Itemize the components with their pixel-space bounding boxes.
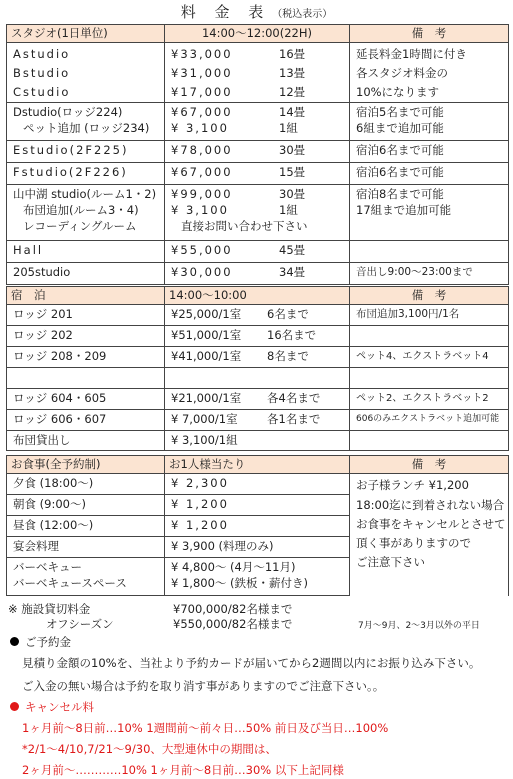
studio-note-sub: 17組まで追加可能 bbox=[356, 203, 452, 217]
lodging-note: ペット4、エクストラベット4 bbox=[356, 351, 489, 362]
lodging-table bbox=[6, 286, 509, 451]
meals-header-note: 備 考 bbox=[350, 456, 509, 474]
studio-size: 14畳 bbox=[279, 105, 306, 119]
studio-name: 山中湖 studio(ルーム1・2) bbox=[13, 187, 157, 201]
studio-price: ¥67,000 bbox=[171, 105, 233, 119]
lodging-name: ロッジ 201 bbox=[13, 307, 73, 321]
studio-price: ¥67,000 bbox=[171, 165, 233, 179]
bullet-icon bbox=[10, 702, 19, 711]
title-main: 料 金 表 bbox=[180, 3, 271, 21]
studio-row bbox=[7, 103, 509, 141]
lodging-header-row bbox=[7, 287, 509, 305]
lodging-header-time: 14:00～10:00 bbox=[165, 287, 350, 305]
lodging-row bbox=[7, 326, 509, 347]
studio-size-sub: 1組 bbox=[279, 121, 298, 135]
studio-name-sub: 布団追加(ルーム3・4) bbox=[23, 203, 139, 217]
cancel-line: 2ヶ月前～…………10% 1ヶ月前～8日前…30% 以下上記同様 bbox=[22, 763, 344, 777]
lodging-row bbox=[7, 410, 509, 431]
lodging-cap: 各4名まで bbox=[267, 391, 321, 405]
studio-name-sub: レコーディングルーム bbox=[23, 219, 137, 233]
lodging-header-note: 備 考 bbox=[350, 287, 509, 305]
facility-label-offseason: オフシーズン bbox=[46, 617, 114, 631]
studio-size: 12畳 bbox=[279, 85, 306, 99]
studio-row bbox=[7, 263, 509, 285]
meals-table bbox=[6, 455, 509, 596]
studio-note: 各スタジオ料金の bbox=[356, 66, 448, 80]
studio-header-time: 14:00～12:00(22H) bbox=[165, 25, 350, 43]
studio-name: Hall bbox=[13, 243, 44, 257]
studio-contact: 直接お問い合わせ下さい bbox=[181, 219, 308, 233]
reservation-line: 見積り金額の10%を、当社より予約カードが届いてから2週間以内にお振り込み下さい。 bbox=[22, 656, 481, 670]
reservation-heading-row bbox=[6, 634, 508, 650]
studio-size: 15畳 bbox=[279, 165, 306, 179]
studio-note: 宿泊5名まで可能 bbox=[356, 105, 444, 119]
lodging-price: ¥51,000/1室 bbox=[171, 328, 242, 342]
lodging-note: 606のみエクストラベット追加可能 bbox=[356, 414, 500, 424]
studio-price: ¥55,000 bbox=[171, 243, 233, 257]
lodging-price: ¥41,000/1室 bbox=[171, 349, 242, 363]
meal-name: 昼食 (12:00～) bbox=[13, 518, 94, 532]
studio-name-sub: ペット追加 (ロッジ234) bbox=[23, 121, 150, 135]
studio-price: ¥78,000 bbox=[171, 143, 233, 157]
lodging-name: ロッジ 208・209 bbox=[13, 349, 107, 363]
studio-name: Bstudio bbox=[13, 66, 71, 80]
lodging-name: ロッジ 604・605 bbox=[13, 391, 107, 405]
lodging-row-empty bbox=[7, 368, 509, 389]
studio-note: 宿泊8名まで可能 bbox=[356, 187, 444, 201]
reservation-line: ご入金の無い場合は予約を取り消す事がありますのでご注意下さい。。 bbox=[22, 679, 385, 693]
studio-note-sub: 6組まで追加可能 bbox=[356, 121, 444, 135]
lodging-row bbox=[7, 305, 509, 326]
lodging-price: ¥ 7,000/1室 bbox=[171, 412, 238, 426]
lodging-cap: 6名まで bbox=[267, 307, 309, 321]
studio-note bbox=[356, 241, 502, 260]
title-sub: （税込表示） bbox=[272, 9, 333, 20]
studio-size: 16畳 bbox=[279, 47, 306, 61]
studio-price: ¥33,000 bbox=[171, 47, 233, 61]
studio-name: Cstudio bbox=[13, 85, 71, 99]
facility-note: 7月～9月、2～3月以外の平日 bbox=[358, 621, 480, 631]
meal-price-sub: ¥ 1,800～ (鉄板・薪付き) bbox=[171, 576, 309, 590]
lodging-price: ¥ 3,100/1組 bbox=[171, 433, 238, 447]
lodging-cap: 各1名まで bbox=[267, 412, 321, 426]
studio-price: ¥99,000 bbox=[171, 187, 233, 201]
lodging-cap: 16名まで bbox=[267, 328, 317, 342]
meal-row bbox=[7, 474, 509, 495]
meals-header-price: お1人様当たり bbox=[165, 456, 350, 474]
studio-size: 30畳 bbox=[279, 187, 306, 201]
meals-note-line: 頂く事がありますので bbox=[356, 536, 471, 550]
studio-name: Astudio bbox=[13, 47, 71, 61]
meals-note-line: お子様ランチ ¥1,200 bbox=[356, 478, 469, 492]
studio-note: 音出し9:00～23:00まで bbox=[356, 266, 473, 278]
studio-name: 205studio bbox=[13, 265, 71, 279]
studio-header-note: 備 考 bbox=[350, 25, 509, 43]
studio-size: 34畳 bbox=[279, 265, 306, 279]
studio-price-sub: ¥ 3,100 bbox=[171, 203, 229, 217]
meal-name: 朝食 (9:00～) bbox=[13, 497, 86, 511]
meal-name: 宴会料理 bbox=[13, 539, 59, 553]
studio-row bbox=[7, 163, 509, 185]
studio-price: ¥30,000 bbox=[171, 265, 233, 279]
meal-name: バーベキュー bbox=[13, 560, 82, 574]
bullet-icon bbox=[10, 637, 19, 646]
meal-name: 夕食 (18:00～) bbox=[13, 476, 94, 490]
studio-size: 13畳 bbox=[279, 66, 306, 80]
studio-price: ¥31,000 bbox=[171, 66, 233, 80]
studio-note: 宿泊6名まで可能 bbox=[356, 165, 444, 179]
studio-price: ¥17,000 bbox=[171, 85, 233, 99]
studio-name: Dstudio(ロッジ224) bbox=[13, 105, 123, 119]
lodging-name: ロッジ 606・607 bbox=[13, 412, 107, 426]
studio-size-sub: 1組 bbox=[279, 203, 298, 217]
studio-name: Fstudio(2F226) bbox=[13, 165, 128, 179]
meals-note-line: 18:00迄に到着されない場合 bbox=[356, 498, 505, 512]
reservation-heading: ご予約金 bbox=[25, 635, 71, 649]
studio-row bbox=[7, 141, 509, 163]
cancel-line: *2/1～4/10,7/21～9/30、大型連休中の期間は、 bbox=[22, 742, 277, 756]
meal-price: ¥ 1,200 bbox=[171, 518, 229, 532]
lodging-price: ¥25,000/1室 bbox=[171, 307, 242, 321]
meals-header-row bbox=[7, 456, 509, 474]
lodging-price: ¥21,000/1室 bbox=[171, 391, 242, 405]
lodging-note: 布団追加3,100円/1名 bbox=[356, 308, 460, 320]
meals-note-cell bbox=[350, 474, 509, 596]
studio-name: Estudio(2F225) bbox=[13, 143, 129, 157]
studio-price-sub: ¥ 3,100 bbox=[171, 121, 229, 135]
cancel-line: 1ヶ月前～8日前…10% 1週間前～前々日…50% 前日及び当日…100% bbox=[22, 721, 389, 735]
meals-note-line: お食事をキャンセルとさせて bbox=[356, 517, 506, 531]
lodging-note bbox=[356, 326, 502, 345]
lodging-row bbox=[7, 347, 509, 368]
notes-section bbox=[6, 600, 508, 778]
studio-table bbox=[6, 24, 509, 285]
studio-row bbox=[7, 43, 509, 103]
cancel-heading: キャンセル料 bbox=[25, 700, 94, 714]
studio-note: 10%になります bbox=[356, 85, 440, 99]
lodging-note: ペット2、エクストラベット2 bbox=[356, 393, 489, 404]
meals-note-line: ご注意下さい bbox=[356, 555, 425, 569]
page-title bbox=[0, 0, 513, 24]
studio-header-name: スタジオ(1日単位) bbox=[7, 25, 165, 43]
studio-note: 宿泊6名まで可能 bbox=[356, 143, 444, 157]
lodging-name: 布団貸出し bbox=[13, 433, 71, 447]
lodging-cap: 8名まで bbox=[267, 349, 309, 363]
studio-header-row bbox=[7, 25, 509, 43]
meal-price: ¥ 3,900 (料理のみ) bbox=[171, 539, 274, 553]
facility-label: ※ 施設貸切料金 bbox=[8, 602, 91, 616]
facility-price: ¥700,000/82名様まで bbox=[173, 602, 293, 616]
studio-row bbox=[7, 185, 509, 241]
lodging-name: ロッジ 202 bbox=[13, 328, 73, 342]
meals-header-name: お食事(全予約制) bbox=[7, 456, 165, 474]
studio-row bbox=[7, 241, 509, 263]
studio-size: 45畳 bbox=[279, 243, 306, 257]
facility-price-offseason: ¥550,000/82名様まで bbox=[173, 617, 293, 631]
lodging-row bbox=[7, 431, 509, 451]
lodging-row bbox=[7, 389, 509, 410]
meal-price: ¥ 2,300 bbox=[171, 476, 229, 490]
meal-price: ¥ 1,200 bbox=[171, 497, 229, 511]
cancel-heading-row bbox=[6, 699, 508, 715]
meal-price: ¥ 4,800～ (4月～11月) bbox=[171, 560, 296, 574]
lodging-header-name: 宿 泊 bbox=[7, 287, 165, 305]
studio-size: 30畳 bbox=[279, 143, 306, 157]
studio-note: 延長料金1時間に付き bbox=[356, 47, 467, 61]
meal-name-sub: バーベキュースペース bbox=[13, 576, 127, 590]
